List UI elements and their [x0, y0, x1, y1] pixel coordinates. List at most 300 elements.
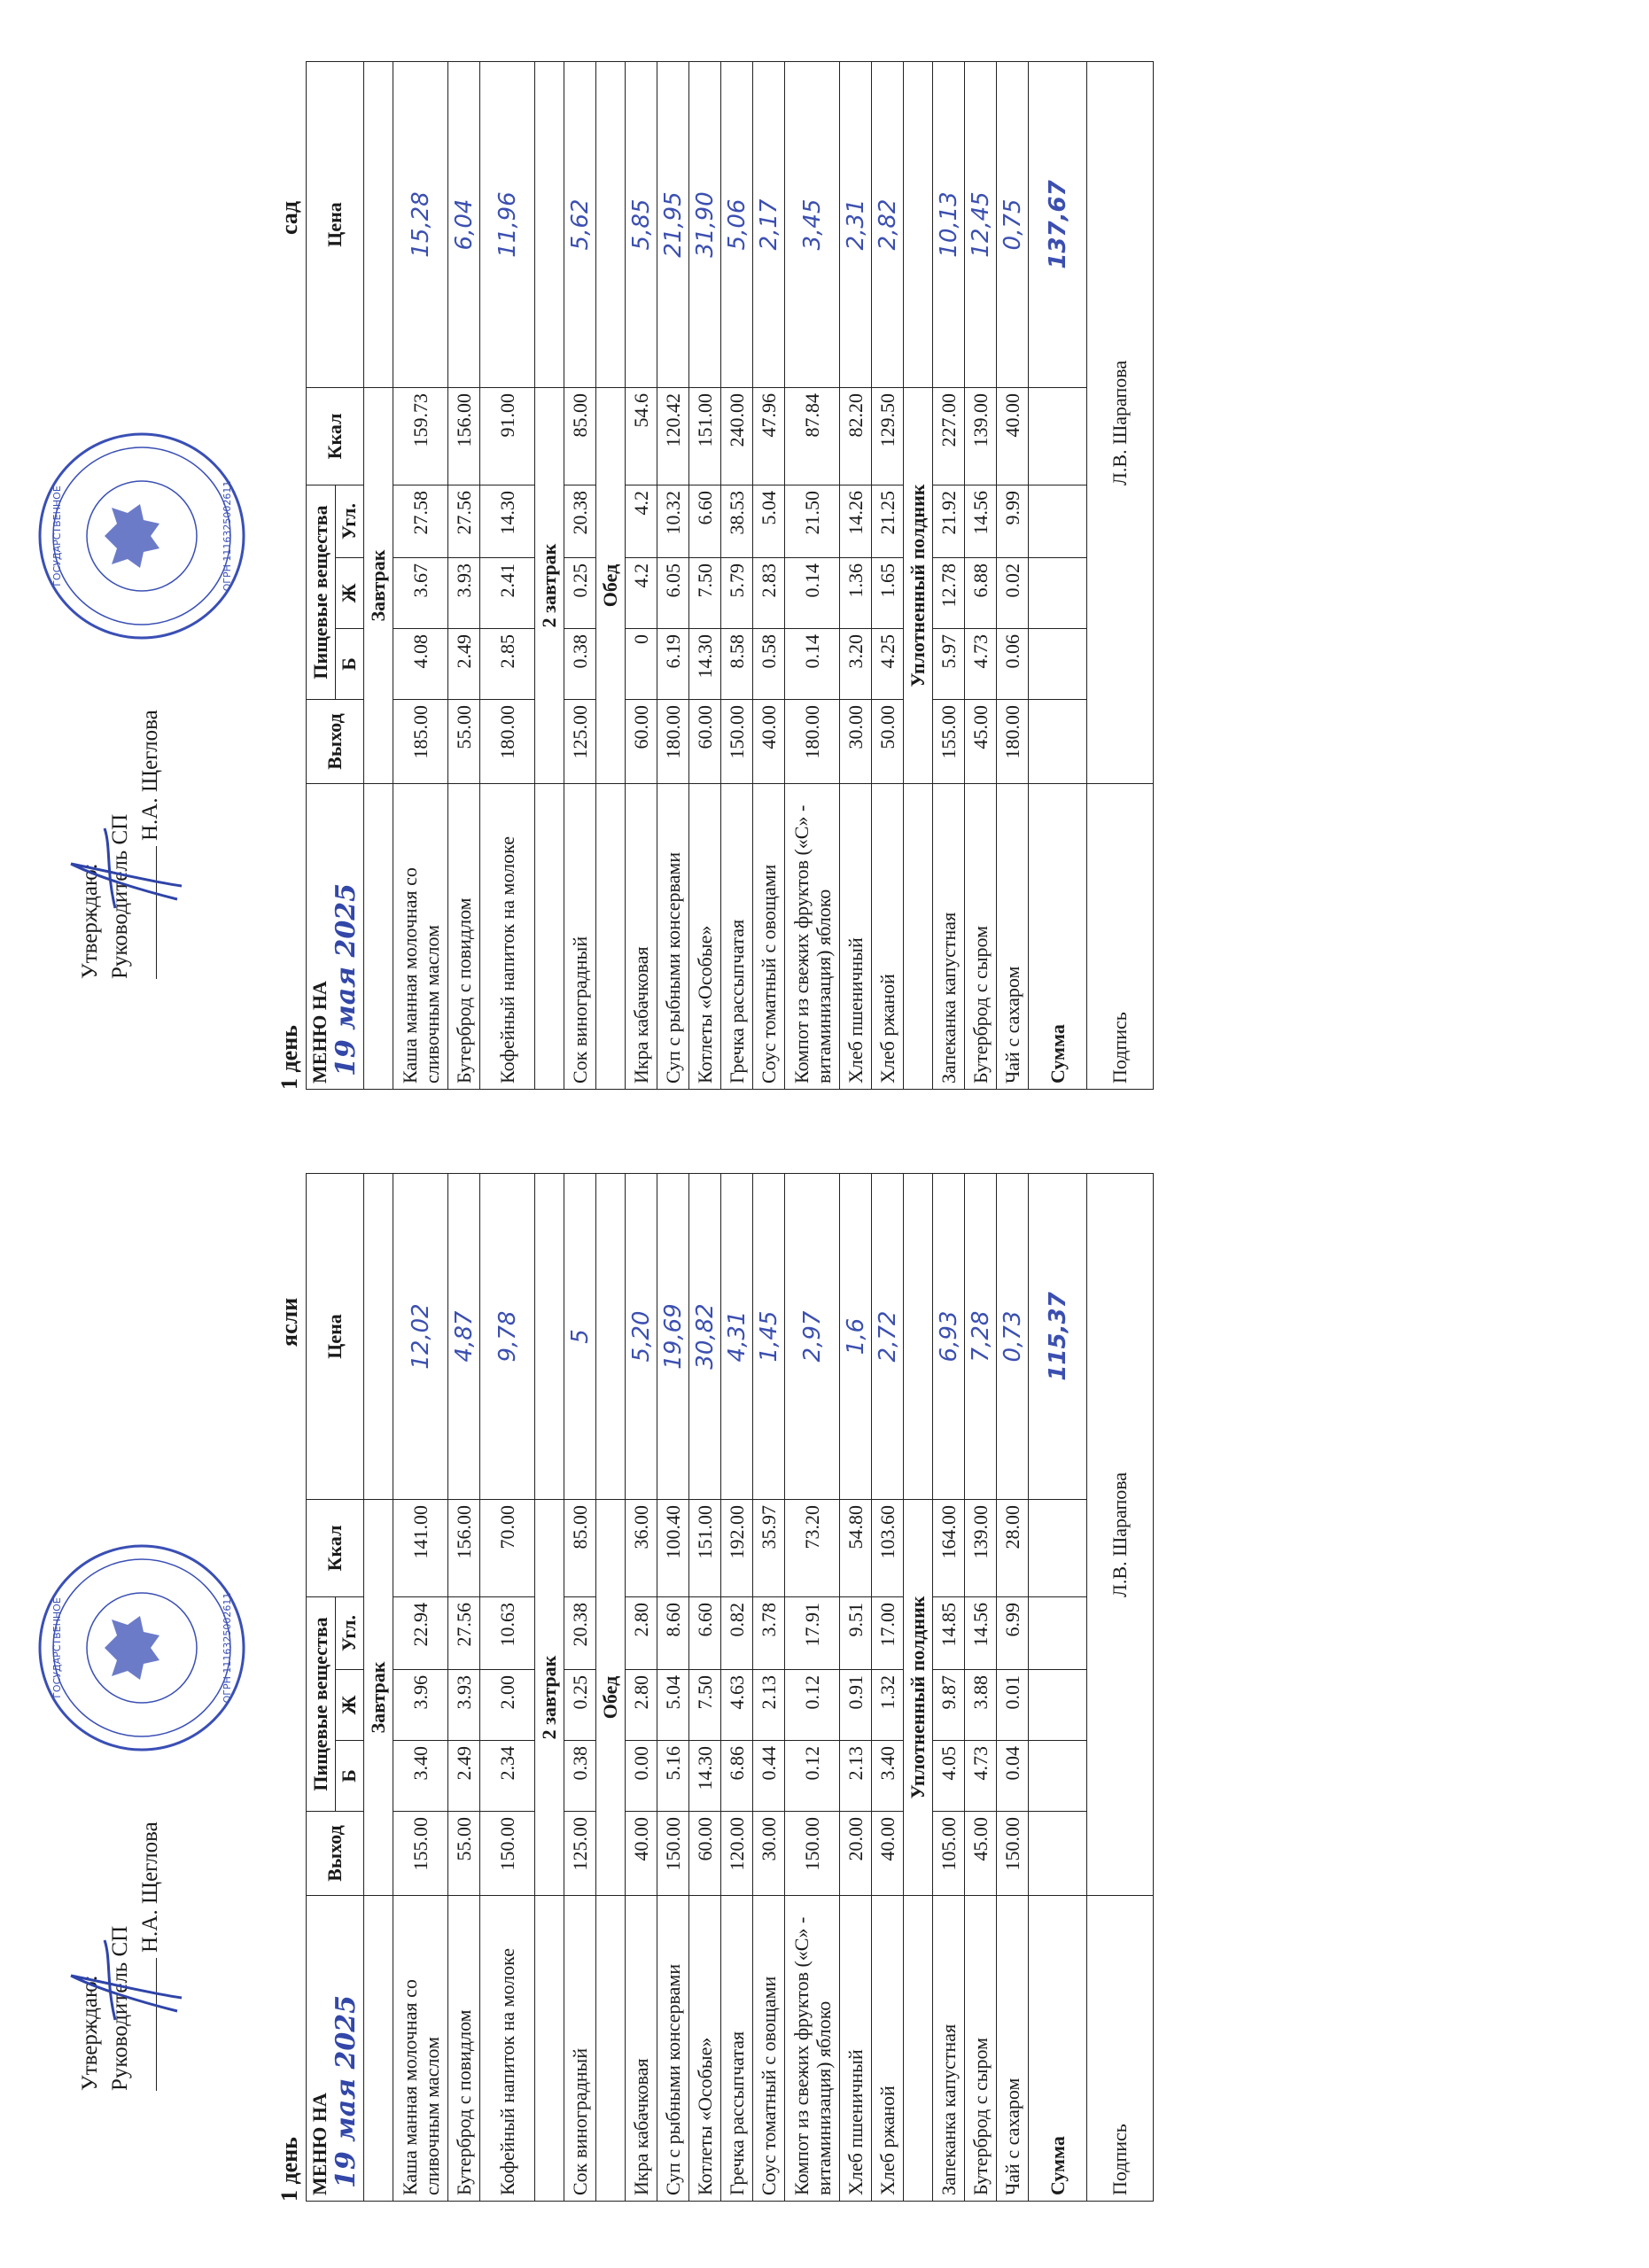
- dish-output: 150.00: [997, 1812, 1029, 1896]
- table-row: [997, 1174, 1029, 2202]
- dish-price: 21,95: [657, 62, 689, 388]
- dish-carbs: 2.80: [626, 1597, 657, 1670]
- dish-carbs: 21.25: [872, 485, 904, 558]
- dish-protein: 0.04: [997, 1741, 1029, 1812]
- dish-output: 155.00: [393, 1812, 448, 1896]
- dish-protein: 0.06: [997, 629, 1029, 700]
- dish-protein: 4.73: [965, 629, 997, 700]
- section-title: Уплотненный полдник: [904, 1500, 933, 1896]
- dish-protein: 2.49: [448, 629, 480, 700]
- sum-label: Сумма: [1029, 1896, 1087, 2202]
- table-row: [753, 62, 785, 1090]
- dish-price: 2,82: [872, 62, 904, 388]
- dish-price: 5: [564, 1174, 596, 1500]
- dish-fat: 4.63: [721, 1670, 753, 1741]
- col-zh: Ж: [335, 558, 364, 629]
- dish-carbs: 17.91: [785, 1597, 840, 1670]
- head-name: Н.А. Щеглова: [138, 710, 162, 841]
- col-output: Выход: [307, 700, 364, 784]
- header-row: [307, 1174, 336, 2202]
- sum-label: Сумма: [1029, 784, 1087, 1090]
- dish-name: Гречка рассыпчатая: [721, 784, 753, 1090]
- day-label: 1 день: [276, 1025, 302, 1090]
- dish-fat: 6.05: [657, 558, 689, 629]
- dish-protein: 2.13: [840, 1741, 872, 1812]
- section-row: [596, 1174, 626, 2202]
- dish-output: 20.00: [840, 1812, 872, 1896]
- dish-price: 6,04: [448, 62, 480, 388]
- col-nutrients: Пищевые вещества: [307, 485, 336, 700]
- dish-protein: 4.73: [965, 1741, 997, 1812]
- dish-fat: 1.32: [872, 1670, 904, 1741]
- dish-protein: 0: [626, 629, 657, 700]
- dish-protein: 4.05: [933, 1741, 965, 1812]
- dish-name: Суп с рыбными консервами: [657, 1896, 689, 2202]
- dish-protein: 2.34: [480, 1741, 535, 1812]
- dish-protein: 4.25: [872, 629, 904, 700]
- sum-row: [1029, 1174, 1087, 2202]
- table-row: [785, 62, 840, 1090]
- sum-price: 115,37: [1029, 1174, 1087, 1500]
- dish-kcal: 73.20: [785, 1500, 840, 1597]
- dish-price: 30,82: [689, 1174, 721, 1500]
- dish-name: Бутерброд с сыром: [965, 784, 997, 1090]
- dish-kcal: 70.00: [480, 1500, 535, 1597]
- col-kcal: Ккал: [307, 1500, 364, 1597]
- header-row: [307, 62, 336, 1090]
- dish-name: Хлеб пшеничный: [840, 1896, 872, 2202]
- dish-name: Сок виноградный: [564, 784, 596, 1090]
- table-row: [657, 1174, 689, 2202]
- dish-carbs: 38.53: [721, 485, 753, 558]
- dish-fat: 0.01: [997, 1670, 1029, 1741]
- signature-row: [1087, 62, 1154, 1090]
- dish-output: 45.00: [965, 700, 997, 784]
- dish-fat: 1.65: [872, 558, 904, 629]
- table-row: [626, 1174, 657, 2202]
- dish-name: Соус томатный с овощами: [753, 784, 785, 1090]
- dish-output: 30.00: [753, 1812, 785, 1896]
- col-price: Цена: [307, 62, 364, 388]
- dish-fat: 3.93: [448, 1670, 480, 1741]
- table-row: [626, 62, 657, 1090]
- menu-table: [306, 61, 1154, 1090]
- menu-title-cell: [307, 1896, 364, 2202]
- dish-name: Суп с рыбными консервами: [657, 784, 689, 1090]
- dish-name: Запеканка капустная: [933, 784, 965, 1090]
- menu-title: МЕНЮ НА: [308, 2093, 331, 2195]
- dish-price: 3,45: [785, 62, 840, 388]
- sum-price: 137,67: [1029, 62, 1087, 388]
- dish-name: Хлеб ржаной: [872, 784, 904, 1090]
- dish-fat: 12.78: [933, 558, 965, 629]
- menu-date: 19 мая 2025: [331, 1995, 362, 2188]
- table-row: [480, 1174, 535, 2202]
- dish-protein: 14.30: [689, 1741, 721, 1812]
- dish-fat: 3.67: [393, 558, 448, 629]
- dish-name: Хлеб ржаной: [872, 1896, 904, 2202]
- head-name: Н.А. Щеглова: [138, 1821, 162, 1953]
- table-row: [721, 1174, 753, 2202]
- dish-price: 11,96: [480, 62, 535, 388]
- col-ugl: Угл.: [335, 1597, 364, 1670]
- dish-price: 12,02: [393, 1174, 448, 1500]
- dish-kcal: 139.00: [965, 1500, 997, 1597]
- dish-kcal: 164.00: [933, 1500, 965, 1597]
- section-row: [364, 62, 393, 1090]
- sign-label: Подпись: [1087, 784, 1154, 1090]
- dish-protein: 3.20: [840, 629, 872, 700]
- signer-name: Л.В. Шарапова: [1108, 1472, 1131, 1597]
- col-zh: Ж: [335, 1670, 364, 1741]
- dish-fat: 5.79: [721, 558, 753, 629]
- col-ugl: Угл.: [335, 485, 364, 558]
- signature-cell: [1087, 1174, 1154, 1896]
- dish-output: 180.00: [480, 700, 535, 784]
- table-row: [872, 62, 904, 1090]
- table-row: [933, 1174, 965, 2202]
- dish-kcal: 156.00: [448, 388, 480, 485]
- dish-price: 31,90: [689, 62, 721, 388]
- dish-output: 40.00: [753, 700, 785, 784]
- dish-kcal: 156.00: [448, 1500, 480, 1597]
- dish-fat: 5.04: [657, 1670, 689, 1741]
- section-row: [904, 62, 933, 1090]
- col-b: Б: [335, 629, 364, 700]
- svg-text:ГОСУДАРСТВЕННОЕ: ГОСУДАРСТВЕННОЕ: [51, 485, 63, 586]
- dish-name: Кофейный напиток на молоке: [480, 784, 535, 1090]
- table-row: [393, 1174, 448, 2202]
- dish-price: 9,78: [480, 1174, 535, 1500]
- signer-name: Л.В. Шарапова: [1108, 360, 1131, 485]
- svg-text:ОГРН 1116325002611: ОГРН 1116325002611: [222, 1592, 233, 1704]
- dish-carbs: 21.92: [933, 485, 965, 558]
- dish-name: Сок виноградный: [564, 1896, 596, 2202]
- dish-kcal: 159.73: [393, 388, 448, 485]
- dish-carbs: 27.56: [448, 485, 480, 558]
- dish-fat: 0.91: [840, 1670, 872, 1741]
- dish-protein: 5.16: [657, 1741, 689, 1812]
- dish-protein: 6.19: [657, 629, 689, 700]
- dish-carbs: 14.56: [965, 1597, 997, 1670]
- section-title: Уплотненный полдник: [904, 388, 933, 784]
- dish-fat: 0.25: [564, 1670, 596, 1741]
- dish-output: 180.00: [657, 700, 689, 784]
- approve-label: Утверждаю:: [78, 863, 102, 979]
- dish-name: Котлеты «Особые»: [689, 784, 721, 1090]
- dish-price: 1,45: [753, 1174, 785, 1500]
- dish-carbs: 17.00: [872, 1597, 904, 1670]
- dish-fat: 0.02: [997, 558, 1029, 629]
- svg-text:ОГРН 1116325002611: ОГРН 1116325002611: [222, 480, 233, 592]
- dish-carbs: 8.60: [657, 1597, 689, 1670]
- dish-output: 60.00: [626, 700, 657, 784]
- dish-price: 5,62: [564, 62, 596, 388]
- dish-carbs: 5.04: [753, 485, 785, 558]
- dish-name: Кофейный напиток на молоке: [480, 1896, 535, 2202]
- table-row: [840, 62, 872, 1090]
- table-row: [689, 1174, 721, 2202]
- table-row: [965, 1174, 997, 2202]
- dish-carbs: 20.38: [564, 1597, 596, 1670]
- section-title: Завтрак: [364, 388, 393, 784]
- dish-fat: 2.13: [753, 1670, 785, 1741]
- official-seal: [35, 430, 248, 642]
- dish-price: 0,73: [997, 1174, 1029, 1500]
- dish-protein: 6.86: [721, 1741, 753, 1812]
- table-row: [872, 1174, 904, 2202]
- dish-kcal: 100.40: [657, 1500, 689, 1597]
- dish-kcal: 240.00: [721, 388, 753, 485]
- dish-fat: 1.36: [840, 558, 872, 629]
- dish-protein: 5.97: [933, 629, 965, 700]
- dish-output: 40.00: [872, 1812, 904, 1896]
- dish-kcal: 85.00: [564, 388, 596, 485]
- dish-price: 7,28: [965, 1174, 997, 1500]
- dish-output: 150.00: [721, 700, 753, 784]
- dish-name: Компот из свежих фруктов («С» - витаминизация) яблоко: [785, 1896, 840, 2202]
- dish-name: Бутерброд с сыром: [965, 1896, 997, 2202]
- dish-name: Каша манная молочная со сливочным маслом: [393, 784, 448, 1090]
- dish-carbs: 27.58: [393, 485, 448, 558]
- col-price: Цена: [307, 1174, 364, 1500]
- dish-kcal: 36.00: [626, 1500, 657, 1597]
- dish-kcal: 192.00: [721, 1500, 753, 1597]
- dish-fat: 7.50: [689, 1670, 721, 1741]
- head-label: Руководитель СП: [108, 813, 132, 979]
- dish-price: 5,85: [626, 62, 657, 388]
- signature-row: [1087, 1174, 1154, 2202]
- dish-kcal: 91.00: [480, 388, 535, 485]
- dish-output: 45.00: [965, 1812, 997, 1896]
- table-row: [721, 62, 753, 1090]
- dish-price: 2,72: [872, 1174, 904, 1500]
- dish-output: 150.00: [785, 1812, 840, 1896]
- dish-fat: 0.12: [785, 1670, 840, 1741]
- dish-fat: 3.88: [965, 1670, 997, 1741]
- table-row: [840, 1174, 872, 2202]
- dish-name: Чай с сахаром: [997, 784, 1029, 1090]
- dish-kcal: 47.96: [753, 388, 785, 485]
- dish-kcal: 82.20: [840, 388, 872, 485]
- dish-carbs: 4.2: [626, 485, 657, 558]
- section-row: [364, 1174, 393, 2202]
- dish-output: 60.00: [689, 700, 721, 784]
- col-b: Б: [335, 1741, 364, 1812]
- dish-carbs: 3.78: [753, 1597, 785, 1670]
- dish-kcal: 40.00: [997, 388, 1029, 485]
- dish-output: 55.00: [448, 700, 480, 784]
- dish-fat: 4.2: [626, 558, 657, 629]
- dish-carbs: 6.60: [689, 485, 721, 558]
- dish-name: Бутерброд с повидлом: [448, 1896, 480, 2202]
- dish-name: Гречка рассыпчатая: [721, 1896, 753, 2202]
- dish-fat: 3.93: [448, 558, 480, 629]
- dish-carbs: 9.51: [840, 1597, 872, 1670]
- dish-name: Компот из свежих фруктов («С» - витаминизация) яблоко: [785, 784, 840, 1090]
- dish-price: 2,31: [840, 62, 872, 388]
- section-row: [535, 1174, 564, 2202]
- dish-protein: 3.40: [393, 1741, 448, 1812]
- dish-carbs: 14.26: [840, 485, 872, 558]
- dish-kcal: 87.84: [785, 388, 840, 485]
- dish-protein: 14.30: [689, 629, 721, 700]
- dish-carbs: 6.60: [689, 1597, 721, 1670]
- section-title: Обед: [596, 388, 626, 784]
- day-label: 1 день: [276, 2137, 302, 2202]
- official-seal: [35, 1542, 248, 1754]
- table-row: [753, 1174, 785, 2202]
- section-row: [904, 1174, 933, 2202]
- table-row: [689, 62, 721, 1090]
- section-row: [596, 62, 626, 1090]
- dish-fat: 0.14: [785, 558, 840, 629]
- table-row: [657, 62, 689, 1090]
- table-row: [448, 1174, 480, 2202]
- dish-output: 125.00: [564, 700, 596, 784]
- col-output: Выход: [307, 1812, 364, 1896]
- dish-name: Икра кабачковая: [626, 1896, 657, 2202]
- dish-fat: 2.83: [753, 558, 785, 629]
- dish-protein: 4.08: [393, 629, 448, 700]
- table-row: [785, 1174, 840, 2202]
- dish-fat: 3.96: [393, 1670, 448, 1741]
- dish-protein: 0.58: [753, 629, 785, 700]
- dish-protein: 0.00: [626, 1741, 657, 1812]
- group-kind: сад: [276, 200, 302, 235]
- sign-label: Подпись: [1087, 1896, 1154, 2202]
- dish-protein: 0.14: [785, 629, 840, 700]
- col-kcal: Ккал: [307, 388, 364, 485]
- dish-carbs: 0.82: [721, 1597, 753, 1670]
- dish-carbs: 14.85: [933, 1597, 965, 1670]
- dish-fat: 2.80: [626, 1670, 657, 1741]
- dish-output: 150.00: [480, 1812, 535, 1896]
- menu-table: [306, 1173, 1154, 2202]
- table-row: [933, 62, 965, 1090]
- section-title: Завтрак: [364, 1500, 393, 1896]
- dish-output: 185.00: [393, 700, 448, 784]
- table-row: [480, 62, 535, 1090]
- dish-output: 30.00: [840, 700, 872, 784]
- dish-carbs: 27.56: [448, 1597, 480, 1670]
- dish-carbs: 6.99: [997, 1597, 1029, 1670]
- section-title: 2 завтрак: [535, 1500, 564, 1896]
- dish-name: Хлеб пшеничный: [840, 784, 872, 1090]
- section-row: [535, 62, 564, 1090]
- dish-protein: 0.38: [564, 629, 596, 700]
- dish-output: 120.00: [721, 1812, 753, 1896]
- head-label: Руководитель СП: [108, 1925, 132, 2091]
- dish-output: 155.00: [933, 700, 965, 784]
- dish-carbs: 9.99: [997, 485, 1029, 558]
- dish-name: Икра кабачковая: [626, 784, 657, 1090]
- dish-name: Запеканка капустная: [933, 1896, 965, 2202]
- dish-carbs: 22.94: [393, 1597, 448, 1670]
- dish-price: 5,20: [626, 1174, 657, 1500]
- dish-output: 50.00: [872, 700, 904, 784]
- dish-kcal: 139.00: [965, 388, 997, 485]
- dish-protein: 0.38: [564, 1741, 596, 1812]
- dish-fat: 7.50: [689, 558, 721, 629]
- dish-output: 60.00: [689, 1812, 721, 1896]
- dish-kcal: 103.60: [872, 1500, 904, 1597]
- dish-kcal: 54.80: [840, 1500, 872, 1597]
- dish-fat: 2.41: [480, 558, 535, 629]
- dish-fat: 0.25: [564, 558, 596, 629]
- dish-output: 150.00: [657, 1812, 689, 1896]
- dish-protein: 8.58: [721, 629, 753, 700]
- dish-price: 19,69: [657, 1174, 689, 1500]
- dish-protein: 2.85: [480, 629, 535, 700]
- dish-price: 15,28: [393, 62, 448, 388]
- dish-output: 105.00: [933, 1812, 965, 1896]
- head-signature: [62, 819, 186, 926]
- dish-price: 12,45: [965, 62, 997, 388]
- dish-kcal: 227.00: [933, 388, 965, 485]
- dish-price: 5,06: [721, 62, 753, 388]
- dish-output: 40.00: [626, 1812, 657, 1896]
- table-row: [564, 62, 596, 1090]
- dish-protein: 2.49: [448, 1741, 480, 1812]
- dish-carbs: 10.32: [657, 485, 689, 558]
- table-row: [393, 62, 448, 1090]
- dish-fat: 9.87: [933, 1670, 965, 1741]
- dish-kcal: 54.6: [626, 388, 657, 485]
- menu-sheet-nursery: [0, 1107, 1649, 2233]
- approve-label: Утверждаю:: [78, 1975, 102, 2091]
- dish-kcal: 151.00: [689, 388, 721, 485]
- dish-kcal: 141.00: [393, 1500, 448, 1597]
- dish-kcal: 151.00: [689, 1500, 721, 1597]
- dish-price: 10,13: [933, 62, 965, 388]
- group-kind: ясли: [276, 1297, 302, 1347]
- dish-price: 6,93: [933, 1174, 965, 1500]
- table-row: [997, 62, 1029, 1090]
- table-row: [448, 62, 480, 1090]
- head-signature: [62, 1931, 186, 2038]
- dish-price: 4,87: [448, 1174, 480, 1500]
- col-nutrients: Пищевые вещества: [307, 1597, 336, 1812]
- menu-date: 19 мая 2025: [331, 883, 362, 1076]
- dish-name: Соус томатный с овощами: [753, 1896, 785, 2202]
- menu-title-cell: [307, 784, 364, 1090]
- dish-name: Бутерброд с повидлом: [448, 784, 480, 1090]
- dish-price: 0,75: [997, 62, 1029, 388]
- dish-fat: 2.00: [480, 1670, 535, 1741]
- dish-price: 4,31: [721, 1174, 753, 1500]
- dish-name: Каша манная молочная со сливочным маслом: [393, 1896, 448, 2202]
- dish-output: 55.00: [448, 1812, 480, 1896]
- dish-output: 180.00: [997, 700, 1029, 784]
- table-row: [965, 62, 997, 1090]
- menu-sheet-kindergarten: [0, 0, 1649, 1121]
- dish-fat: 6.88: [965, 558, 997, 629]
- dish-kcal: 120.42: [657, 388, 689, 485]
- dish-price: 2,17: [753, 62, 785, 388]
- dish-carbs: 10.63: [480, 1597, 535, 1670]
- dish-protein: 0.12: [785, 1741, 840, 1812]
- dish-name: Котлеты «Особые»: [689, 1896, 721, 2202]
- dish-kcal: 129.50: [872, 388, 904, 485]
- dish-kcal: 35.97: [753, 1500, 785, 1597]
- dish-protein: 0.44: [753, 1741, 785, 1812]
- dish-carbs: 14.56: [965, 485, 997, 558]
- signature-cell: [1087, 62, 1154, 784]
- dish-kcal: 85.00: [564, 1500, 596, 1597]
- dish-output: 125.00: [564, 1812, 596, 1896]
- dish-carbs: 21.50: [785, 485, 840, 558]
